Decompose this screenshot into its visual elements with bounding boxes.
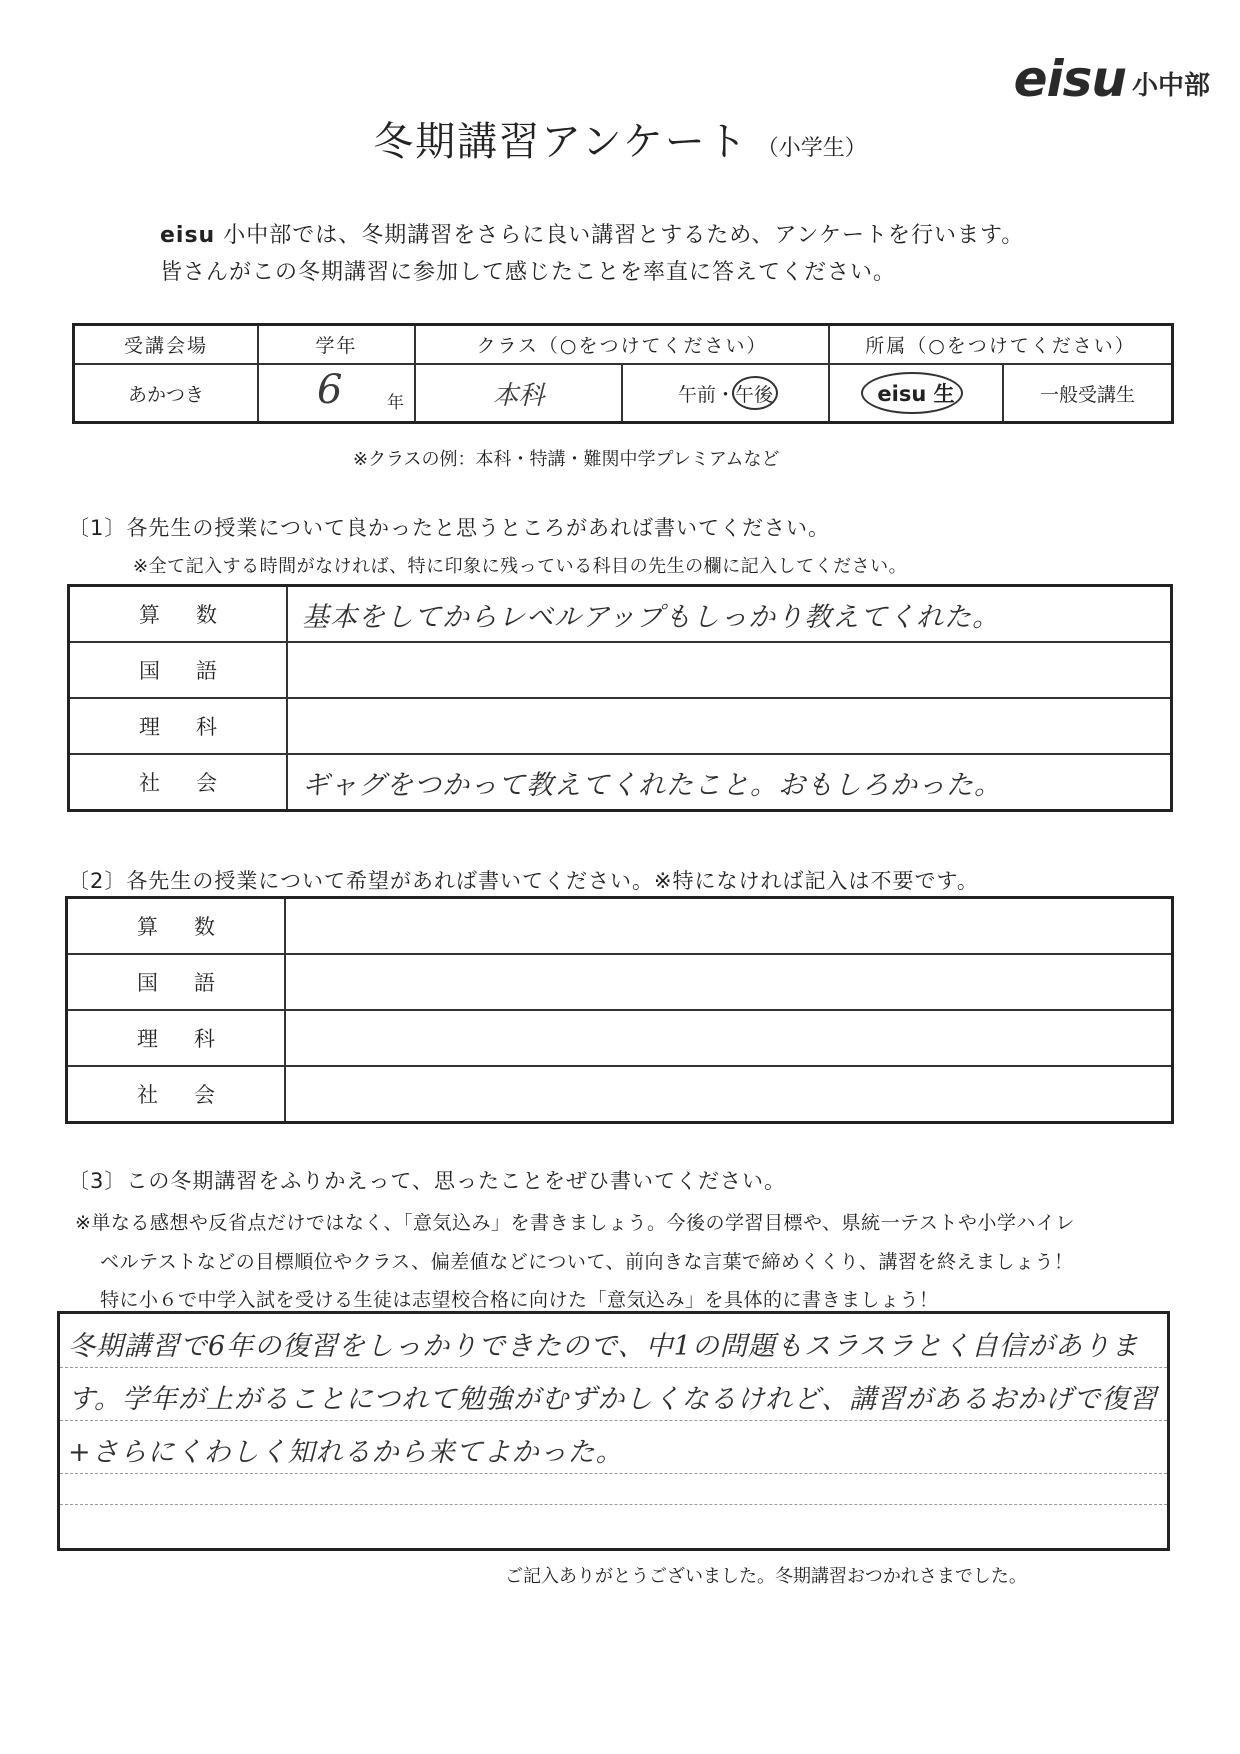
section3-note-3: 特に小６で中学入試を受ける生徒は志望校合格に向けた「意気込み」を具体的に書きましょう！ [100,1289,939,1311]
section1-heading: 〔1〕各先生の授業について良かったと思うところがあれば書いてください。 [68,516,830,540]
answer-math: 基本をしてからレベルアップもしっかり教えてくれた。 [287,586,1172,643]
grade-value: 6 [317,367,343,413]
section1-note: ※全て記入する時間がなければ、特に印象に残っている科目の先生の欄に記入してください。 [133,556,908,577]
table-row [67,954,1173,1010]
grade-cell [258,364,415,423]
subject-math: 算数 [67,898,286,955]
title-sub: （小学生） [756,136,867,161]
eisu-circle-mark [861,372,962,414]
affiliation-eisu-cell [829,364,1003,423]
class-value: 本科 [492,380,545,411]
free-comment-answer: 冬期講習で6年の復習をしっかりできたので、中1の問題もスラスラとく自信があります。学年が上がることにつれて勉強がむずかしくなるけれど、講習があるおかげで復習+さらにくわしく知れるから来てよかった。 [68,1331,1158,1468]
affiliation-eisu: eisu 生 [877,382,955,406]
logo-word: eisu [1013,50,1126,108]
answer-social [285,1066,1173,1123]
page-title [0,110,1240,167]
intro-line-1-text: 小中部では、冬期講習をさらに良い講習とするため、アンケートを行います。 [215,223,1025,248]
table-row [67,898,1173,955]
answer-science [287,698,1172,754]
logo-subtitle: 小中部 [1131,71,1210,101]
intro-line-1 [160,218,1024,249]
grade-unit: 年 [387,393,404,413]
class-cell [415,364,622,423]
section2-table [65,896,1174,1124]
session-options: 午前・午後 [677,383,773,406]
intro-line-2: 皆さんがこの冬期講習に参加して感じたことを率直に答えてください。 [160,260,897,285]
section3-note-2: ベルテストなどの目標順位やクラス、偏差値などについて、前向きな言葉で締めくくり、講習を終えましょう！ [100,1251,1074,1273]
subject-science: 理科 [67,1010,286,1066]
subject-social: 社会 [69,754,288,811]
class-example-note: ※クラスの例：本科・特講・難関中学プレミアムなど [353,449,780,470]
subject-social: 社会 [67,1066,286,1123]
eisu-logo [1013,48,1210,108]
table-row [69,642,1172,698]
subject-science: 理科 [69,698,288,754]
answer-science [285,1010,1173,1066]
answer-japanese [287,642,1172,698]
ruled-line [60,1504,1167,1505]
venue-value: あかつき [74,364,259,423]
section1-table [67,584,1173,812]
section3-note-1: ※単なる感想や反省点だけではなく、「意気込み」を書きましょう。今後の学習目標や、県統一テストや小学ハイレ [75,1212,1075,1234]
title-main: 冬期講習アンケート [373,119,749,165]
answer-math [285,898,1173,955]
header-venue: 受講会場 [74,325,259,365]
table-row [69,586,1172,643]
pm-circle-mark [732,376,778,410]
subject-math: 算数 [69,586,288,643]
answer-japanese [285,954,1173,1010]
header-affiliation: 所属（○をつけてください） [829,325,1173,365]
header-grade: 学年 [258,325,415,365]
info-table [72,323,1174,424]
table-row [67,1066,1173,1123]
table-row [67,1010,1173,1066]
header-class: クラス（○をつけてください） [415,325,829,365]
section3-heading: 〔3〕この冬期講習をふりかえって、思ったことをぜひ書いてください。 [68,1169,786,1193]
subject-japanese: 国語 [67,954,286,1010]
thanks-message: ご記入ありがとうございました。冬期講習おつかれさまでした。 [505,1566,1027,1587]
session-cell [622,364,829,423]
free-comment-box [57,1311,1170,1551]
intro-brand: eisu [160,223,216,248]
section2-heading: 〔2〕各先生の授業について希望があれば書いてください。※特になければ記入は不要です。 [68,869,979,893]
table-row [69,754,1172,811]
affiliation-general: 一般受講生 [1003,364,1173,423]
answer-social: ギャグをつかって教えてくれたこと。おもしろかった。 [287,754,1172,811]
subject-japanese: 国語 [69,642,288,698]
table-row [69,698,1172,754]
